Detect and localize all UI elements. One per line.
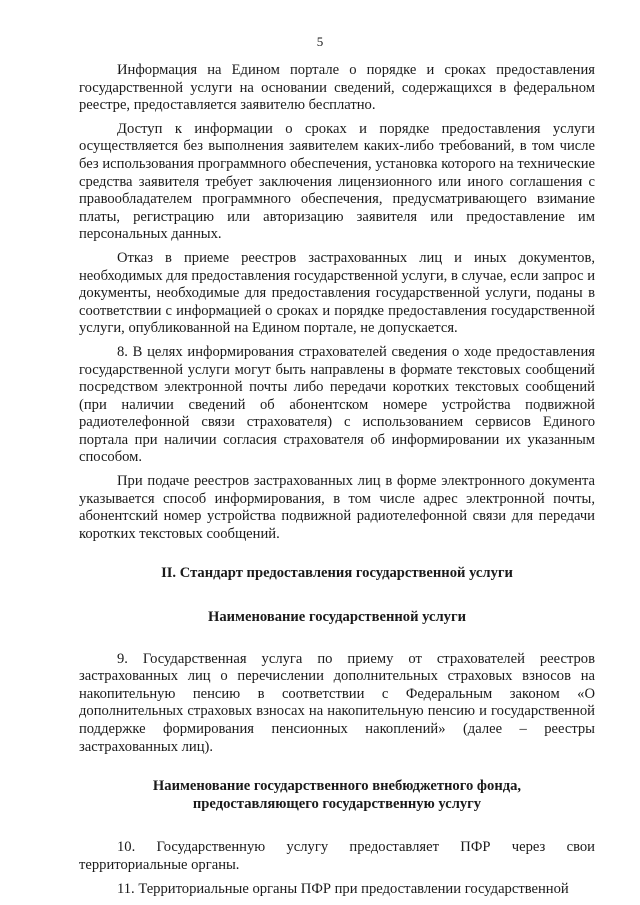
- paragraph-10-provider: 10. Государственную услугу предоставляет ПФР через свои территориальные органы.: [79, 839, 595, 873]
- document-body: [79, 62, 595, 898]
- paragraph-refusal-not-allowed: Отказ в приеме реестров застрахованных лиц и иных документов, необходимых для предоставления государственной услуги, в случае, если запрос и документы, необходимые для предоставления государственной услуги, поданы в соответствии с информацией о сроках и порядке предоставления государственной услуги, опубликованной на Едином портале, не допускается.: [79, 249, 595, 337]
- section-heading: II. Стандарт предоставления государственной услуги: [161, 565, 513, 582]
- page-number: 5: [316, 34, 324, 49]
- paragraph-8-informing: 8. В целях информирования страхователей сведения о ходе предоставления государственной услуги могут быть направлены в формате текстовых сообщений посредством электронной почты либо передачи коротких текстовых сообщений (при наличии сведений об абонентском номере устройства подвижной радиотелефонной связи страхователя) с использованием сервисов Единого портала при наличии согласия страхователя об информировании их указанным способом.: [79, 343, 595, 466]
- paragraph-access-requirements: Доступ к информации о сроках и порядке предоставления услуги осуществляется без выполнения заявителем каких-либо требований, в том числе без использования программного обеспечения, установка которого на технические средства заявителя требует заключения лицензионного или иного соглашения с правообладателем программного обеспечения, предусматривающего взимание платы, регистрацию или авторизацию заявителя или предоставление им персональных данных.: [79, 120, 595, 243]
- paragraph-11-territorial: 11. Территориальные органы ПФР при предоставлении государственной: [117, 880, 569, 897]
- paragraph-9-service: 9. Государственная услуга по приему от страхователей реестров застрахованных лиц о перечислении дополнительных страховых взносов на накопительную пенсию в соответствии с Федеральным законом «О дополнительных страховых взносах на накопительную пенсию и государственной поддержке формирования пенсионных накоплений» (далее – реестры застрахованных лиц).: [79, 650, 595, 755]
- fund-heading: [79, 778, 595, 813]
- paragraph-informing-method: При подаче реестров застрахованных лиц в форме электронного документа указывается способ информирования, в том числе адрес электронной почты, абонентский номер устройства подвижной радиотелефонной связи для передачи коротких текстовых сообщений.: [79, 473, 595, 542]
- paragraph-info-free: Информация на Едином портале о порядке и сроках предоставления государственной услуги на основании сведений, содержащихся в федеральном реестре, предоставляется заявителю бесплатно.: [79, 62, 595, 114]
- fund-heading-line-1: Наименование государственного внебюджетного фонда,: [152, 778, 522, 795]
- fund-heading-line-2: предоставляющего государственную услугу: [192, 795, 482, 812]
- service-name-heading: Наименование государственной услуги: [208, 609, 466, 626]
